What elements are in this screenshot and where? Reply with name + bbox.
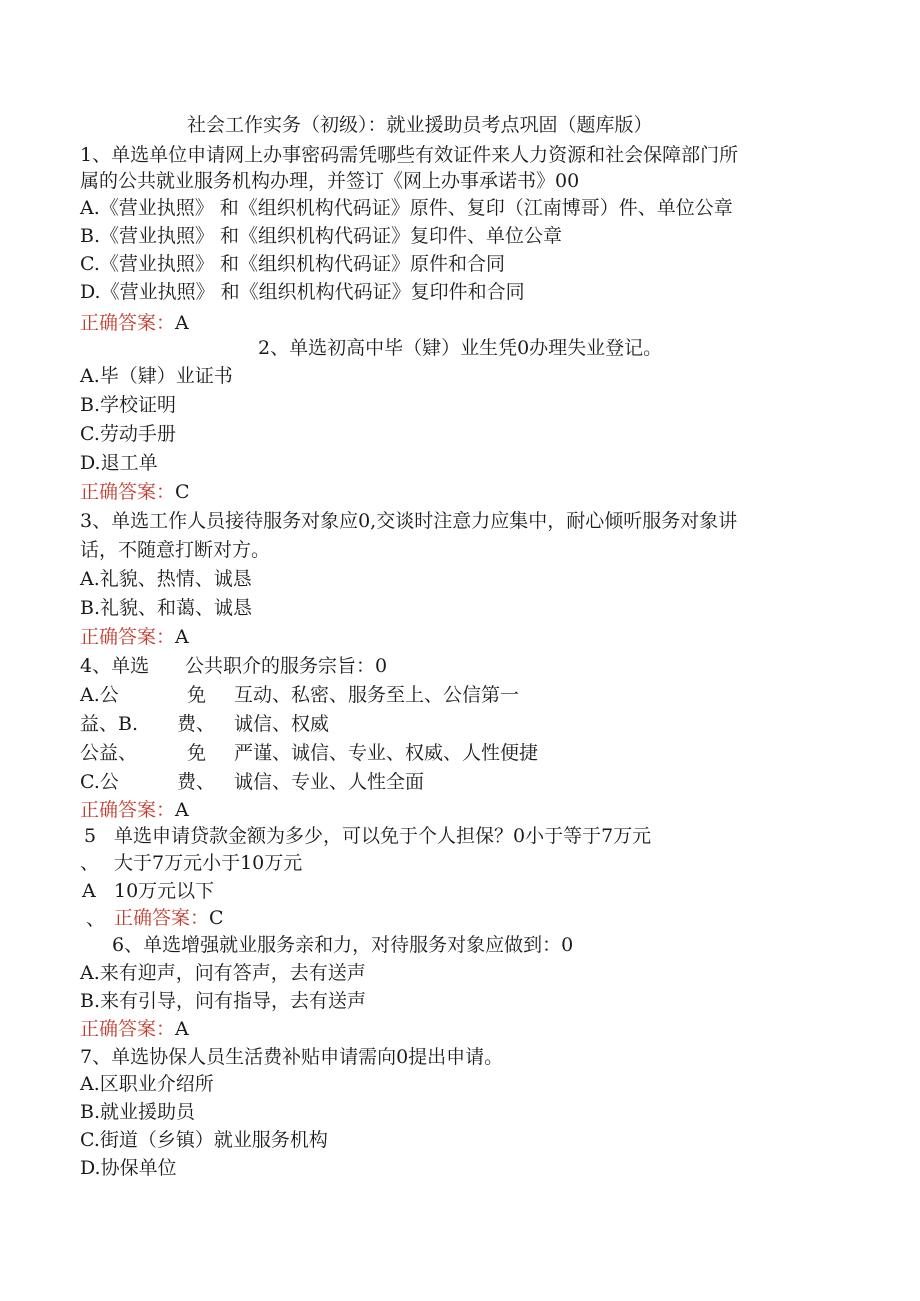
question-2-stem: 2、单选初高中毕（肄）业生凭0办理失业登记。 <box>258 337 663 359</box>
question-1-option-d: D.《营业执照》 和《组织机构代码证》复印件和合同 <box>80 281 525 303</box>
answer-value: C <box>175 481 190 503</box>
question-4-row3-col3: 严谨、诚信、专业、权威、人性便捷 <box>234 742 539 764</box>
question-4-row4-col2: 费、 <box>177 771 216 793</box>
question-1-option-b: B.《营业执照》 和《组织机构代码证》复印件、单位公章 <box>80 225 563 247</box>
answer-label: 正确答案： <box>80 626 176 648</box>
answer-value: A <box>175 626 189 648</box>
question-3-stem-line2: 话，不随意打断对方。 <box>80 539 271 561</box>
document-title: 社会工作实务（初级）：就业援助员考点巩固（题库版） <box>187 114 653 136</box>
question-3-stem-line1: 3、单选工作人员接待服务对象应0,交谈时注意力应集中，耐心倾听服务对象讲 <box>80 510 738 532</box>
question-4-row4-col3: 诚信、专业、人性全面 <box>234 771 425 793</box>
question-4-row1-col1: A.公 <box>80 684 119 706</box>
question-4-stem-number: 4、单选 <box>80 655 150 677</box>
answer-label: 正确答案： <box>80 1018 176 1040</box>
question-5-option-c: 10万元以下 <box>114 880 215 902</box>
question-4-row2-col1: 益、B. <box>80 713 139 735</box>
question-3-option-a: A.礼貌、热情、诚恳 <box>80 568 252 590</box>
question-7-option-a: A.区职业介绍所 <box>80 1073 214 1095</box>
question-2-option-b: B.学校证明 <box>80 394 177 416</box>
question-4-stem: 公共职介的服务宗旨：0 <box>185 655 388 677</box>
question-1-stem-line1: 1、单选单位申请网上办事密码需凭哪些有效证件来人力资源和社会保障部门所 <box>80 144 739 166</box>
question-7-option-d: D.协保单位 <box>80 1157 177 1179</box>
question-6-stem: 6、单选增强就业服务亲和力，对待服务对象应做到：0 <box>112 934 574 956</box>
question-5-line4-mark: 、 <box>86 908 106 930</box>
answer-label: 正确答案： <box>80 481 176 503</box>
question-6-answer <box>80 1016 189 1042</box>
question-4-answer <box>80 797 189 823</box>
question-4-row2-col3: 诚信、权威 <box>234 713 330 735</box>
question-3-answer <box>80 624 189 650</box>
question-2-option-c: C.劳动手册 <box>80 423 176 445</box>
question-4-row1-col3: 互动、私密、服务至上、公信第一 <box>234 684 520 706</box>
question-2-answer <box>80 479 190 505</box>
question-5-number: 5 <box>84 825 97 847</box>
question-6-option-a: A.来有迎声，问有答声，去有送声 <box>80 962 366 984</box>
answer-label: 正确答案： <box>80 312 176 334</box>
question-1-option-a: A.《营业执照》 和《组织机构代码证》原件、复印（江南博哥）件、单位公章 <box>80 197 733 219</box>
answer-value: A <box>175 799 189 821</box>
answer-label: 正确答案： <box>114 907 210 929</box>
question-7-option-b: B.就业援助员 <box>80 1101 196 1123</box>
question-5-line3-mark: A <box>82 880 96 902</box>
question-3-option-b: B.礼貌、和蔼、诚恳 <box>80 597 253 619</box>
question-7-stem: 7、单选协保人员生活费补贴申请需向0提出申请。 <box>80 1046 504 1068</box>
question-1-option-c: C.《营业执照》 和《组织机构代码证》原件和合同 <box>80 253 505 275</box>
answer-value: A <box>175 1018 189 1040</box>
question-4-row3-col1: 公益、 <box>80 742 138 764</box>
question-7-option-c: C.街道（乡镇）就业服务机构 <box>80 1129 328 1151</box>
question-2-option-d: D.退工单 <box>80 452 158 474</box>
answer-value: A <box>175 312 189 334</box>
question-1-answer <box>80 310 189 336</box>
answer-value: C <box>209 907 224 929</box>
question-5-option-b: 大于7万元小于10万元 <box>114 852 303 874</box>
question-5-answer <box>114 905 224 931</box>
question-4-row4-col1: C.公 <box>80 771 119 793</box>
question-4-row1-col2: 免 <box>187 684 207 706</box>
question-5-line2-mark: 、 <box>80 852 100 874</box>
answer-label: 正确答案： <box>80 799 176 821</box>
question-4-row3-col2: 免 <box>187 742 207 764</box>
question-5-stem: 单选申请贷款金额为多少，可以免于个人担保？0小于等于7万元 <box>114 825 652 847</box>
question-1-stem-line2: 属的公共就业服务机构办理，并签订《网上办事承诺书》00 <box>80 170 580 192</box>
question-2-option-a: A.毕（肄）业证书 <box>80 365 233 387</box>
question-6-option-b: B.来有引导，问有指导，去有送声 <box>80 990 367 1012</box>
question-4-row2-col2: 费、 <box>177 713 216 735</box>
